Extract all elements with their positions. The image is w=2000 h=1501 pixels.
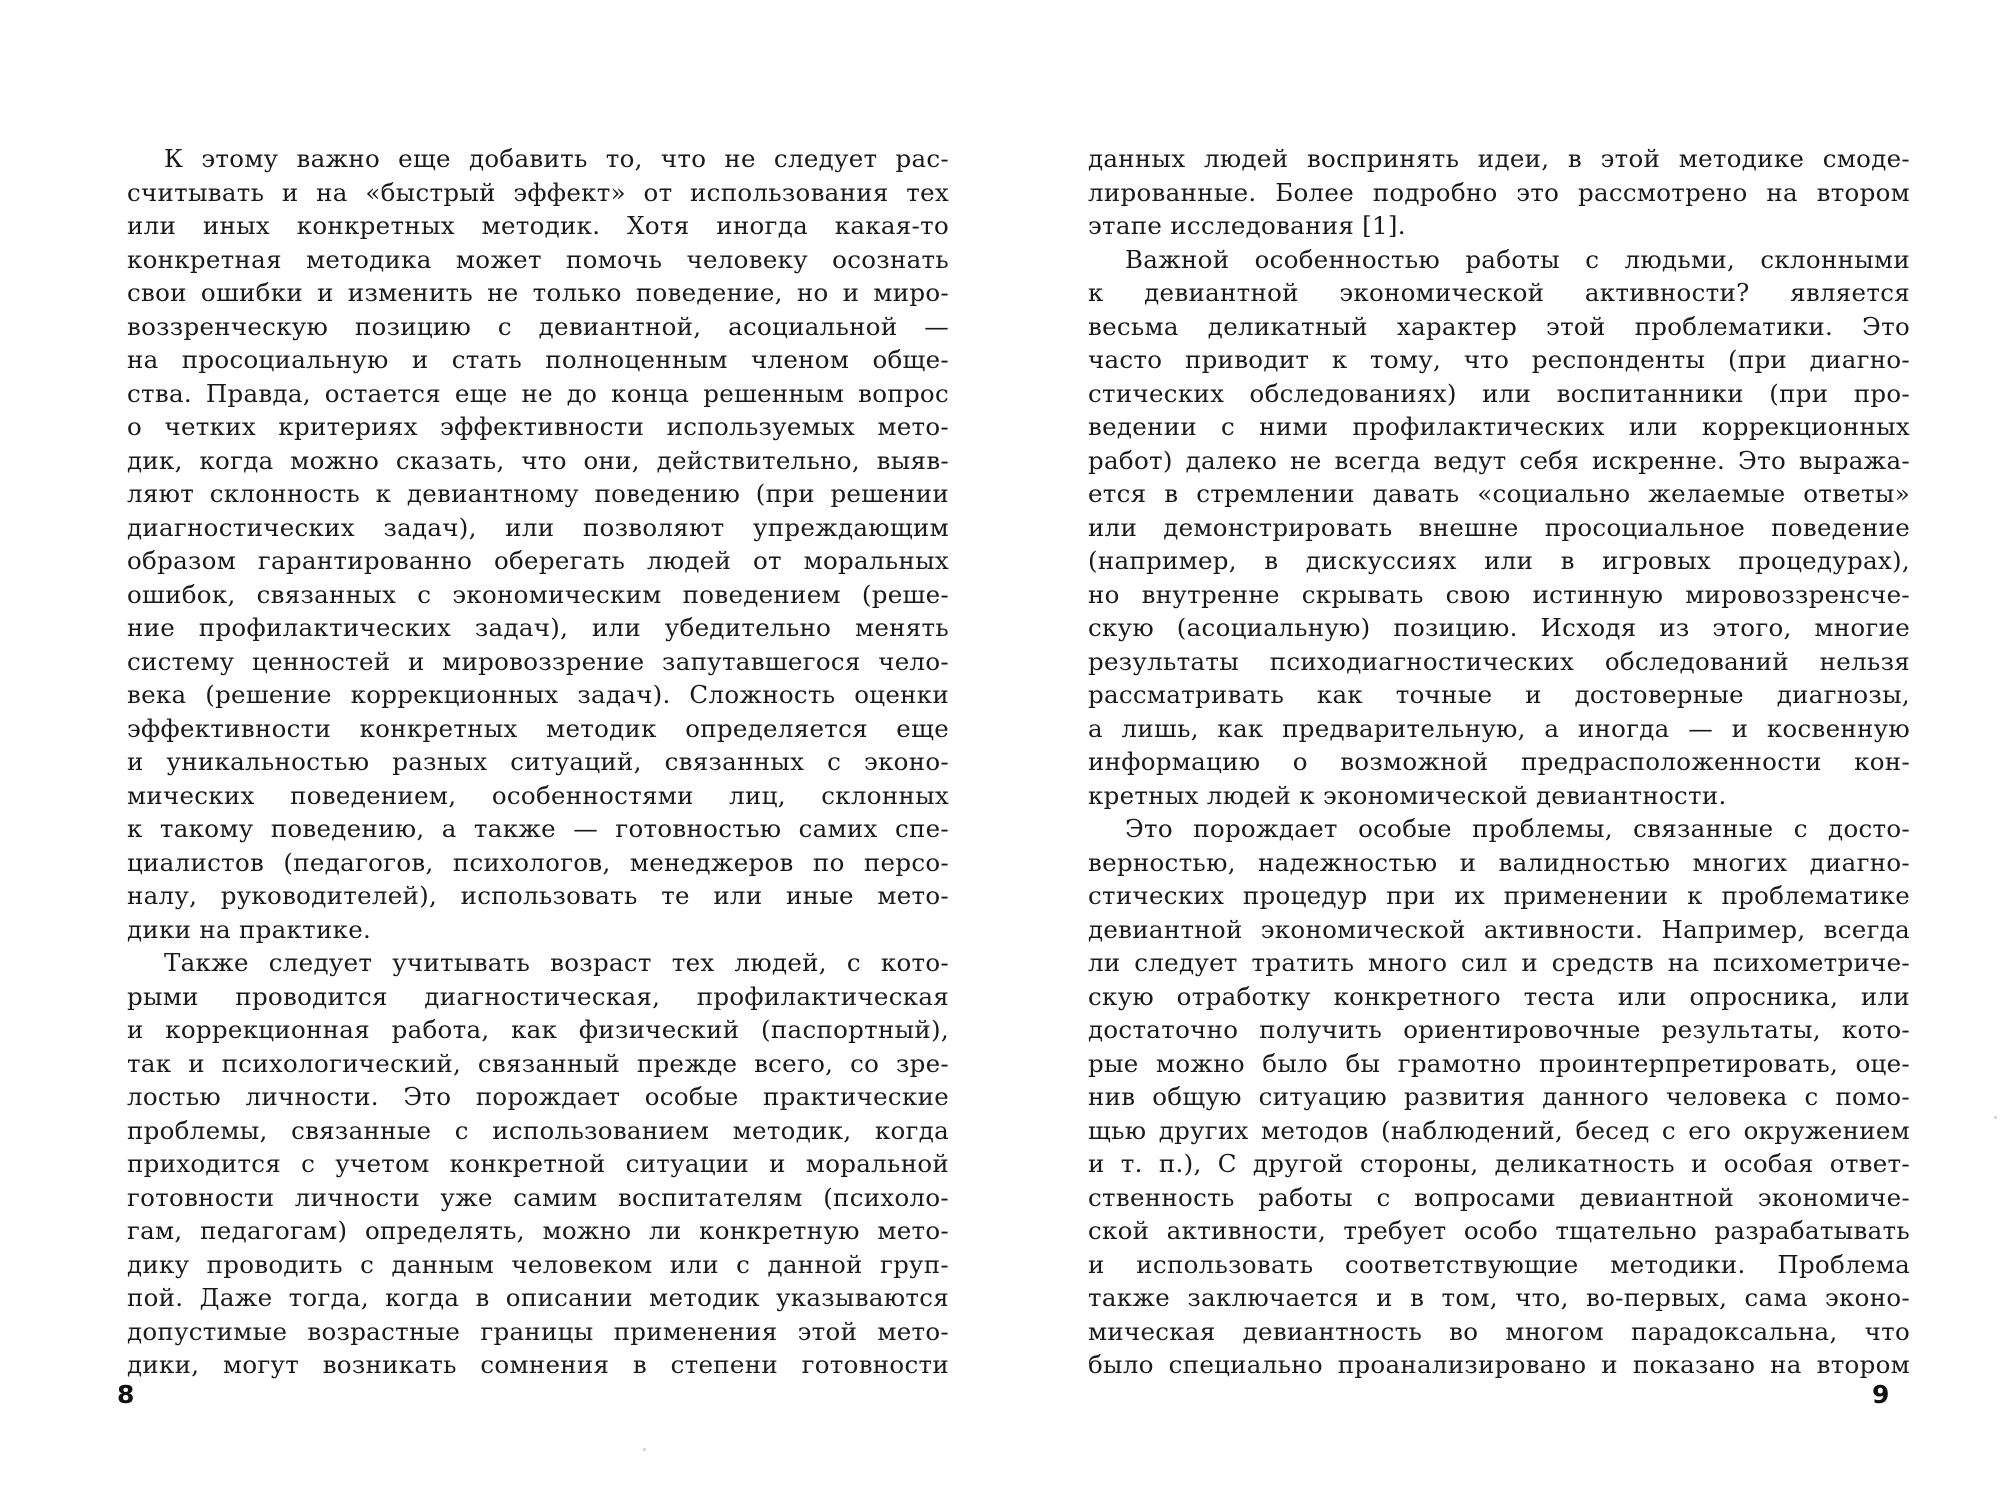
text-line: приходится с учетом конкретной ситуации и моральной [127,1149,949,1178]
text-line: скую отработку конкретного теста или опросника, или [1088,981,1910,1011]
text-line: лированные. Более подробно это рассмотрено на втором [1088,177,1910,207]
text-line: дику проводить с данным человеком или с данной груп- [127,1249,949,1279]
text-line: скую (асоциальную) позицию. Исходя из этого, многие [1088,613,1910,642]
text-line: и т. п.), С другой стороны, деликатность и особая ответ- [1088,1149,1910,1178]
text-line: К этому важно еще добавить то, что не следует рас- [164,144,949,173]
text-line: данных людей воспринять идеи, в этой методике смоде- [1088,144,1910,173]
text-line: ние профилактических задач), или убедительно менять [127,613,949,642]
text-line: или демонстрировать внешне просоциальное поведение [1088,512,1910,542]
text-line: считывать и на «быстрый эффект» от использования тех [127,177,949,207]
text-line: также заключается и в том, что, во-первых, сама эконо- [1088,1283,1910,1312]
page-number-left: 8 [117,1380,135,1409]
text-line: рассматривать как точные и достоверные диагнозы, [1088,680,1910,709]
text-line: (например, в дискуссиях или в игровых процедурах), [1088,546,1910,575]
text-line: на просоциальную и стать полноценным членом обще- [127,345,949,374]
text-line: гам, педагогам) определять, можно ли конкретную мето- [127,1216,949,1245]
text-line: ской активности, требует особо тщательно разрабатывать [1088,1216,1910,1245]
text-line: девиантной экономической активности. Например, всегда [1088,914,1910,944]
text-line: мических поведением, особенностями лиц, склонных [127,780,949,810]
text-line: конкретная методика может помочь человеку осознать [127,244,949,274]
text-line: и коррекционная работа, как физический (паспортный), [127,1015,949,1044]
text-line: результаты психодиагностических обследований нельзя [1088,646,1910,676]
paper-speck [1994,1116,1997,1119]
text-line: рыми проводится диагностическая, профилактическая [127,981,949,1011]
right-page [1000,0,2000,1501]
text-line: нив общую ситуацию развития данного человека с помо- [1088,1082,1910,1111]
text-line: допустимые возрастные границы применения этой мето- [127,1316,949,1346]
text-line: ведении с ними профилактических или коррекционных [1088,412,1910,441]
text-line: дики на практике. [127,914,372,944]
text-line: информацию о возможной предрасположенности кон- [1088,747,1910,776]
text-line: диагностических задач), или позволяют упреждающим [127,512,949,542]
text-line: часто приводит к тому, что респонденты (при диагно- [1088,345,1910,374]
text-line: щью других методов (наблюдений, бесед с его окружением [1088,1115,1910,1145]
text-line: ства. Правда, остается еще не до конца решенным вопрос [127,378,949,408]
text-line: достаточно получить ориентировочные результаты, кото- [1088,1015,1910,1044]
text-line: ляют склонность к девиантному поведению (при решении [127,479,949,508]
text-line: к девиантной экономической активности? является [1088,278,1910,307]
text-line: стических обследованиях) или воспитанники (при про- [1088,378,1910,408]
text-line: мическая девиантность во многом парадоксальна, что [1088,1316,1910,1346]
text-line: Важной особенностью работы с людьми, склонными [1125,244,1910,274]
page-number-right: 9 [1872,1380,1890,1409]
text-line: воззренческую позицию с девиантной, асоциальной — [127,311,949,341]
text-line: и уникальностью разных ситуаций, связанных с эконо- [127,747,949,776]
text-line: к такому поведению, а также — готовностью самих спе- [127,814,949,843]
text-line: этапе исследования [1]. [1088,211,1406,240]
text-line: систему ценностей и мировоззрение запутавшегося чело- [127,646,949,676]
text-line: Также следует учитывать возраст тех людей, с кото- [164,948,949,977]
text-line: но внутренне скрывать свою истинную мировоззренсче- [1088,579,1910,609]
text-line: готовности личности уже самим воспитателям (психоло- [127,1182,949,1212]
text-line: стических процедур при их применении к проблематике [1088,881,1910,910]
text-line: было специально проанализировано и показано на втором [1088,1350,1910,1379]
text-line: Это порождает особые проблемы, связанные с досто- [1125,814,1910,843]
text-line: а лишь, как предварительную, а иногда — и косвенную [1088,713,1910,743]
text-line: работ) далеко не всегда ведут себя искренне. Это выража- [1088,445,1910,475]
text-line: лостью личности. Это порождает особые практические [127,1082,949,1111]
text-line: так и психологический, связанный прежде всего, со зре- [127,1048,949,1078]
paper-speck [643,1448,646,1451]
text-line: или иных конкретных методик. Хотя иногда какая-то [127,211,949,240]
text-line: весьма деликатный характер этой проблематики. Это [1088,311,1910,341]
left-page-text [127,142,949,1382]
right-page-text [1088,142,1910,1382]
text-line: дик, когда можно сказать, что они, действительно, выяв- [127,445,949,475]
text-line: циалистов (педагогов, психологов, менеджеров по персо- [127,847,949,877]
text-line: и использовать соответствующие методики. Проблема [1088,1249,1910,1279]
text-line: ли следует тратить много сил и средств на психометриче- [1088,948,1910,977]
text-line: образом гарантированно оберегать людей от моральных [127,546,949,575]
text-line: дики, могут возникать сомнения в степени готовности [127,1350,949,1379]
text-line: свои ошибки и изменить не только поведение, но и миро- [127,278,949,307]
text-line: налу, руководителей), использовать те или иные мето- [127,881,949,910]
text-line: пой. Даже тогда, когда в описании методик указываются [127,1283,949,1312]
text-line: верностью, надежностью и валидностью многих диагно- [1088,847,1910,877]
text-line: проблемы, связанные с использованием методик, когда [127,1115,949,1145]
text-line: ошибок, связанных с экономическим поведением (реше- [127,579,949,609]
text-line: века (решение коррекционных задач). Сложность оценки [127,680,949,709]
text-line: эффективности конкретных методик определяется еще [127,713,949,743]
text-line: ется в стремлении давать «социально желаемые ответы» [1088,479,1910,508]
text-line: о четких критериях эффективности используемых мето- [127,412,949,441]
text-line: рые можно было бы грамотно проинтерпретировать, оце- [1088,1048,1910,1078]
text-line: ственность работы с вопросами девиантной экономиче- [1088,1182,1910,1212]
text-line: кретных людей к экономической девиантности. [1088,780,1727,810]
